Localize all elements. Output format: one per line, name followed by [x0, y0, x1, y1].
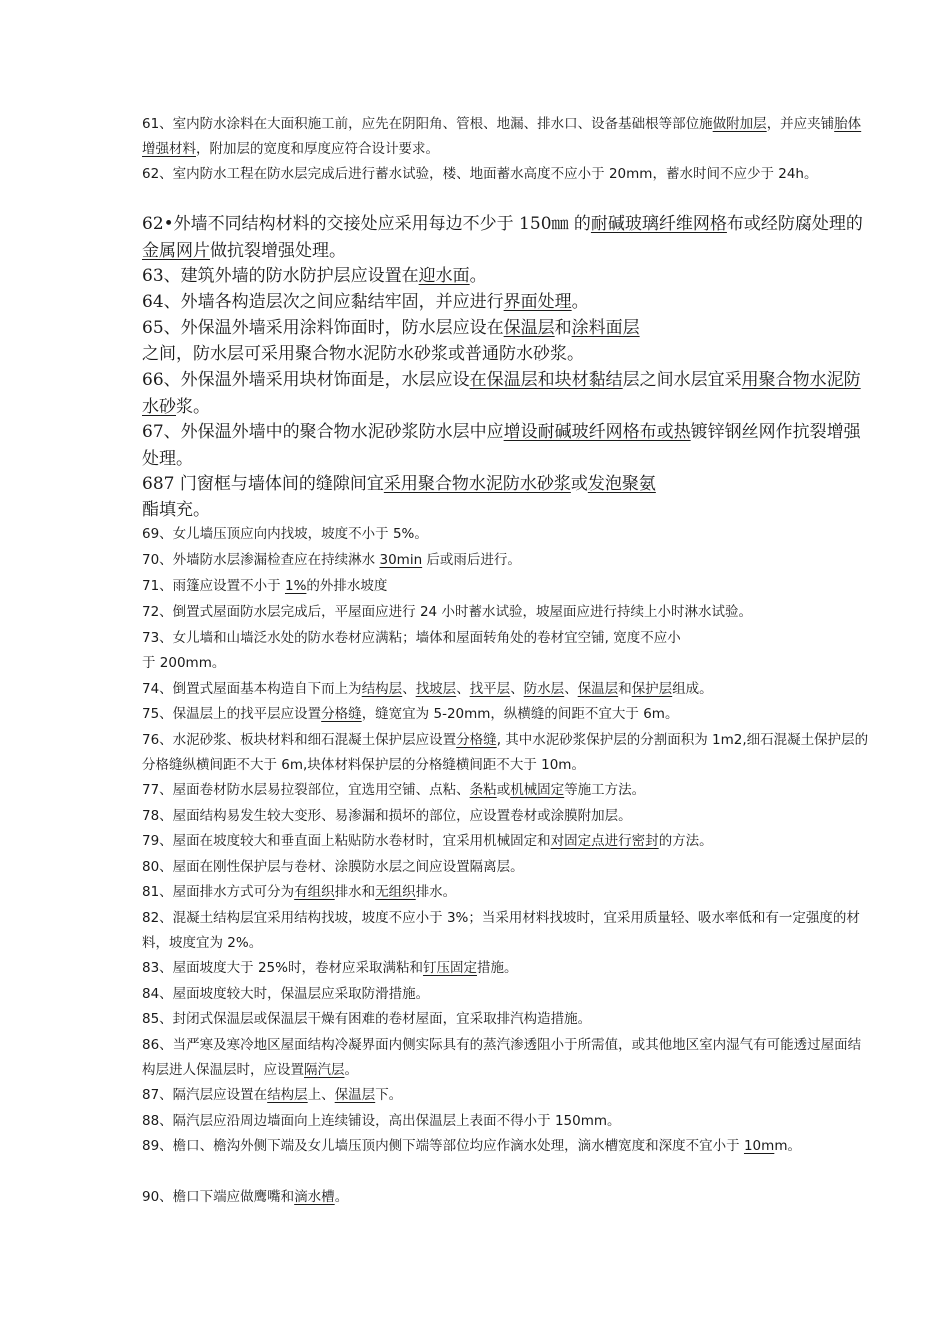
text-run: 和	[618, 681, 632, 697]
text-run: 等施工方法。	[564, 782, 646, 798]
list-item	[142, 367, 872, 420]
underlined-answer: 保温层	[334, 1087, 376, 1103]
text-run: 酯填充。	[142, 500, 210, 520]
underlined-answer: 隔汽层	[304, 1062, 345, 1078]
text-run: 措施。	[476, 960, 518, 976]
text-run: 62•外墙不同结构材料的交接处应采用每边不少于 150㎜ 的	[142, 214, 591, 234]
text-run: 83、屋面坡度大于 25%时，卷材应采取满粘和	[142, 960, 423, 976]
text-run: 89、檐口、檐沟外侧下端及女儿墙压顶内侧下端等部位均应作滴水处理，滴水槽宽度和深度不宜小于	[142, 1138, 744, 1154]
text-run: 88、隔汽层应沿周边墙面向上连续铺设，高出保温层上表面不得小于 150mm。	[142, 1113, 621, 1129]
text-run: ，缝宽宜为 5-20mm，纵横缝的间距不宜大于 6m。	[361, 706, 679, 722]
text-run: 66、外保温外墙采用块材饰面是，水层应设	[142, 370, 470, 390]
text-run: 81、屋面排水方式可分为	[142, 884, 295, 900]
text-run: 69、女儿墙压顶应向内找坡，坡度不小于 5%。	[142, 526, 428, 542]
underlined-answer: 分格缝	[321, 706, 362, 722]
text-run: 下。	[375, 1087, 403, 1103]
underlined-answer: 结构层	[361, 681, 403, 697]
list-item	[142, 263, 872, 290]
text-run: 61、室内防水涂料在大面积施工前，应先在阴阳角、管根、地漏、排水口、设备基础根等部位施	[142, 116, 713, 132]
text-run: 。	[469, 266, 487, 286]
text-run: 77、屋面卷材防水层易拉裂部位，宜选用空铺、点粘、	[142, 782, 470, 798]
text-run: 排水。	[415, 884, 457, 900]
text-run: 的外排水坡度	[306, 578, 388, 594]
text-run: 71、雨篷应设置不小于	[142, 578, 285, 594]
list-item	[142, 1109, 872, 1134]
text-run: 组成。	[672, 681, 713, 697]
text-run: , 其中水泥砂浆保护层的分割面积为 1m2,细石混凝土保护层的分格缝纵横间距不大于 6m,块体材料保护层的分格缝横间距不大于 10m。	[142, 732, 869, 773]
underlined-answer: 钉压固定	[422, 960, 477, 976]
list-item	[142, 548, 872, 573]
underlined-answer: 无组织	[375, 884, 416, 900]
list-item	[142, 419, 872, 472]
text-run: 67、外保温外墙中的聚合物水泥砂浆防水层中应	[142, 422, 504, 442]
list-item	[142, 1083, 872, 1108]
text-run: 62、室内防水工程在防水层完成后进行蓄水试验，楼、地面蓄水高度不应小于 20mm，蓄水时间不应少于 24h。	[142, 166, 818, 182]
list-item	[142, 855, 872, 880]
text-run: 、	[564, 681, 578, 697]
text-run: 或	[570, 474, 588, 494]
text-run: 79、屋面在坡度较大和垂直面上粘贴防水卷材时，宜采用机械固定和	[142, 833, 551, 849]
underlined-answer: 有组织	[294, 884, 335, 900]
text-run: 76、水泥砂浆、板块材料和细石混凝土保护层应设置	[142, 732, 457, 748]
text-run: 86、当严寒及寒冷地区屋面结构冷凝界面内侧实际具有的蒸汽渗透阻小于所需值，或其他地区室内湿气有可能透过屋面结构层进人保温层时，应设置	[142, 1037, 862, 1078]
text-run: 78、屋面结构易发生较大变形、易渗漏和损坏的部位，应设置卷材或涂膜附加层。	[142, 808, 632, 824]
underlined-answer: 保温层	[577, 681, 619, 697]
text-run: 87、隔汽层应设置在	[142, 1087, 268, 1103]
list-item	[142, 626, 872, 651]
list-item	[142, 315, 872, 342]
text-run: 布或经防腐处理的	[726, 214, 863, 234]
text-run: 于 200mm。	[142, 655, 226, 671]
text-run: 75、保温层上的找平层应设置	[142, 706, 322, 722]
underlined-answer: 机械固定	[510, 782, 565, 798]
underlined-answer: 在保温层和块材黏结	[469, 370, 623, 390]
underlined-answer: 涂料面层	[571, 318, 640, 338]
list-item	[142, 341, 872, 368]
underlined-answer: 找平层	[469, 681, 511, 697]
text-run: 镀锌钢丝网作抗裂增强处理。	[142, 422, 861, 469]
list-item	[142, 1134, 872, 1159]
list-item	[142, 728, 872, 778]
text-run: 74、倒置式屋面基本构造自下而上为	[142, 681, 362, 697]
text-run: 72、倒置式屋面防水层完成后，平屋面应进行 24 小时蓄水试验，坡屋面应进行持续上小时淋水试验。	[142, 604, 752, 620]
underlined-answer: 对固定点进行密封	[550, 833, 659, 849]
underlined-answer: 滴水槽	[294, 1189, 335, 1205]
list-item	[142, 651, 872, 676]
underlined-answer: 界面处理	[503, 292, 572, 312]
underlined-answer: 保护层	[631, 681, 673, 697]
text-run: 82、混凝土结构层宜采用结构找坡，坡度不应小于 3%；当采用材料找坡时，宜采用质量轻、吸水率低和有一定强度的材料，坡度宜为 2%。	[142, 910, 860, 951]
list-item	[142, 497, 872, 524]
list-item	[142, 522, 872, 547]
text-run: 85、封闭式保温层或保温层干燥有困难的卷材屋面，宜采取排汽构造措施。	[142, 1011, 592, 1027]
text-run: 80、屋面在刚性保护层与卷材、涂膜防水层之间应设置隔离层。	[142, 859, 524, 875]
text-run: 或	[496, 782, 511, 798]
underlined-answer: 迎水面	[418, 266, 470, 286]
text-run: 后或雨后进行。	[422, 552, 521, 568]
underlined-answer: 找坡层	[415, 681, 457, 697]
text-run: 做抗裂增强处理。	[210, 240, 346, 261]
text-run: 。	[571, 292, 589, 312]
text-run: 浆。	[176, 396, 210, 417]
text-run: 687 门窗框与墙体间的缝隙间宜	[142, 474, 384, 494]
list-item	[142, 162, 872, 187]
text-run: ，附加层的宽度和厚度应符合设计要求。	[196, 141, 439, 157]
underlined-answer: 保温层	[503, 318, 555, 338]
list-item	[142, 982, 872, 1007]
underlined-answer: 10m	[743, 1138, 775, 1154]
text-run: 、	[510, 681, 524, 697]
list-item	[142, 600, 872, 625]
text-run: 、	[456, 681, 470, 697]
list-item	[142, 906, 872, 956]
underlined-answer: 耐碱玻璃纤维网格	[590, 214, 727, 234]
underlined-answer: 防水层	[523, 681, 565, 697]
list-item	[142, 211, 872, 264]
text-run: ，并应夹铺	[766, 116, 835, 132]
underlined-answer: 发泡聚氨	[587, 474, 656, 494]
text-run: 。	[344, 1062, 358, 1078]
list-item	[142, 471, 872, 498]
underlined-answer: 胎体增强材料	[142, 116, 862, 157]
underlined-answer: 金属网片	[142, 240, 210, 261]
text-run: m。	[774, 1138, 801, 1154]
list-item	[142, 1007, 872, 1032]
list-item	[142, 702, 872, 727]
text-run: 73、女儿墙和山墙泛水处的防水卷材应满粘；墙体和屋面转角处的卷材宜空铺, 宽度不应小	[142, 630, 681, 646]
text-run: 的方法。	[658, 833, 713, 849]
list-item	[142, 880, 872, 905]
text-run: 90、檐口下端应做鹰嘴和	[142, 1189, 295, 1205]
underlined-answer: 采用聚合物水泥防水砂浆	[383, 474, 571, 494]
list-item	[142, 677, 872, 702]
text-run: 。	[334, 1189, 349, 1205]
underlined-answer: 30min	[379, 552, 423, 568]
text-run: 63、建筑外墙的防水防护层应设置在	[142, 266, 419, 286]
list-item	[142, 112, 872, 162]
text-run: 层之间水层宜采	[622, 370, 742, 390]
text-run: 之间，防水层可采用聚合物水泥防水砂浆或普通防水砂浆。	[142, 344, 584, 364]
underlined-answer: 分格缝	[456, 732, 497, 748]
text-run: 64、外墙各构造层次之间应黏结牢固，并应进行	[142, 292, 504, 312]
underlined-answer: 1%	[284, 578, 307, 594]
underlined-answer: 增设耐碱玻纤网格布或热	[503, 422, 691, 442]
underlined-answer: 做附加层	[712, 116, 767, 132]
underlined-answer: 条粘	[469, 782, 497, 798]
text-run: 、	[402, 681, 416, 697]
underlined-answer: 结构层	[267, 1087, 308, 1103]
text-run: 70、外墙防水层渗漏检查应在持续淋水	[142, 552, 380, 568]
list-item	[142, 778, 872, 803]
list-item	[142, 289, 872, 316]
list-item	[142, 574, 872, 599]
list-item	[142, 804, 872, 829]
text-run: 排水和	[334, 884, 376, 900]
list-item	[142, 1033, 872, 1083]
text-run: 上、	[307, 1087, 335, 1103]
text-run: 84、屋面坡度较大时，保温层应采取防滑措施。	[142, 986, 430, 1002]
list-item	[142, 829, 872, 854]
underlined-answer: 用聚合物水泥防水砂	[142, 370, 861, 417]
text-run: 65、外保温外墙采用涂料饰面时，防水层应设在	[142, 318, 504, 338]
list-item	[142, 956, 872, 981]
list-item	[142, 1185, 872, 1210]
text-run: 和	[554, 318, 572, 338]
